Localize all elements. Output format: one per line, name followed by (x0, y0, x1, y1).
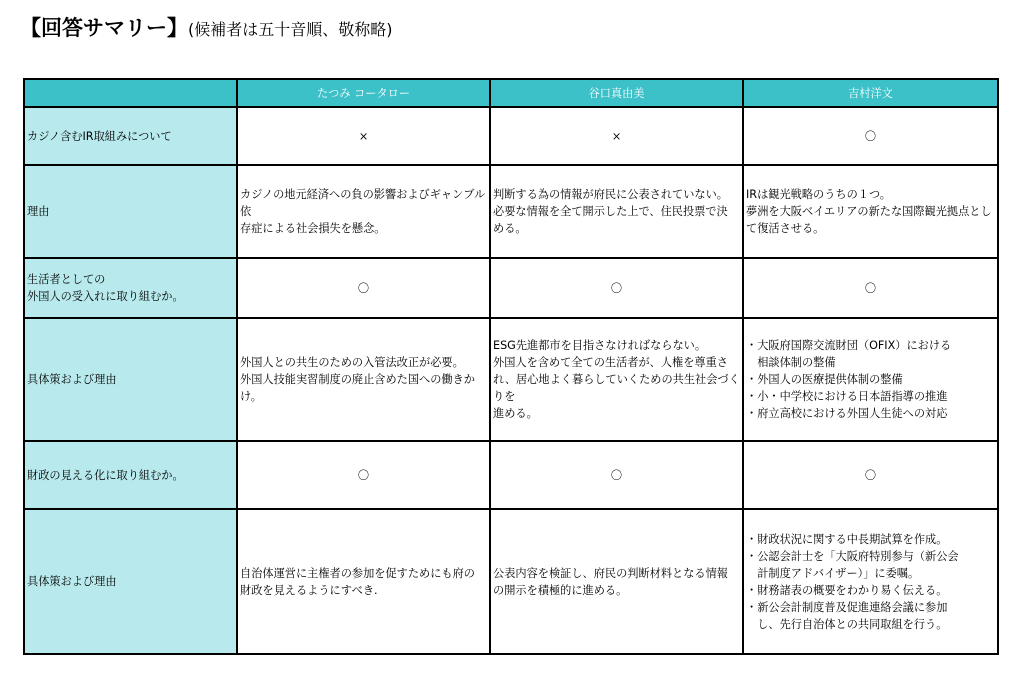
answer-line: 判断する為の情報が府民に公表されていない。 (493, 188, 728, 201)
answer-line: める。 (493, 222, 527, 235)
answer-mark: × (490, 107, 743, 165)
answer-line: け。 (240, 390, 262, 403)
row-label-line: 外国人の受入れに取り組むか。 (27, 290, 184, 303)
answer-line: ・大阪府国際交流財団（OFIX）における (746, 339, 952, 352)
answer-line: ・新公会計制度普及促進連絡会議に参加 (746, 600, 948, 614)
table-row (24, 441, 998, 509)
answer-text (237, 509, 490, 654)
answer-line: カジノの地元経済への負の影響およびギャンブル依 (240, 188, 486, 218)
answer-line: 夢洲を大阪ベイエリアの新たな国際観光拠点とし (746, 205, 992, 218)
table-row (24, 509, 998, 654)
answer-line: ・財務諸表の概要をわかり易く伝える。 (746, 583, 948, 597)
answer-line: の開示を積極的に進める。 (493, 583, 628, 597)
answer-line: ・財政状況に関する中長期試算を作成。 (746, 532, 948, 546)
answer-text (237, 318, 490, 441)
candidate-header: 吉村洋文 (743, 79, 998, 107)
answer-line: 外国人技能実習制度の廃止含めた国への働きか (240, 373, 475, 386)
table-row (24, 165, 998, 258)
table-row (24, 107, 998, 165)
answer-line: 必要な情報を全て開示した上で、住民投票で決 (493, 205, 728, 218)
answer-line: ・外国人の医療提供体制の整備 (746, 373, 903, 386)
answer-line: 自治体運営に主権者の参加を促すためにも府の (240, 566, 475, 580)
answer-text (490, 165, 743, 258)
row-label (24, 441, 237, 509)
answer-text (490, 318, 743, 441)
row-label-line: 具体策および理由 (27, 575, 117, 588)
row-label (24, 165, 237, 258)
row-label (24, 509, 237, 654)
answer-line: 存症による社会損失を懸念。 (240, 222, 386, 235)
page-title-main: 【回答サマリー】 (20, 16, 188, 40)
answer-line: 計制度アドバイザー）」に委嘱。 (746, 566, 920, 580)
answer-line: 外国人を含めて全ての生活者が、人権を尊重さ (493, 356, 728, 369)
answer-line: IRは観光戦略のうちの１つ。 (746, 188, 891, 201)
row-label (24, 258, 237, 318)
page-title (20, 12, 393, 42)
header-corner-cell (24, 79, 237, 107)
row-label (24, 318, 237, 441)
answer-text (237, 165, 490, 258)
answer-text (743, 509, 998, 654)
answer-line: 公表内容を検証し、府民の判断材料となる情報 (493, 566, 728, 580)
page-title-note: (候補者は五十音順、敬称略) (188, 20, 393, 39)
answer-mark: 〇 (490, 258, 743, 318)
row-label-line: 生活者としての (27, 273, 106, 286)
header-row (24, 79, 998, 107)
answer-mark: 〇 (743, 441, 998, 509)
table-row (24, 258, 998, 318)
row-label (24, 107, 237, 165)
answer-mark: 〇 (237, 441, 490, 509)
answer-line: ESG先進都市を目指さなければならない。 (493, 339, 707, 352)
answer-line: ・府立高校における外国人生徒への対応 (746, 407, 948, 420)
answer-line: 外国人との共生のための入管法改正が必要。 (240, 356, 464, 369)
answer-line: 相談体制の整備 (746, 356, 836, 369)
row-label-line: 理由 (27, 205, 50, 218)
answer-line: て復活させる。 (746, 222, 825, 235)
row-label-line: カジノ含むIR取組みについて (27, 129, 172, 143)
answer-line: ・小・中学校における日本語指導の推進 (746, 390, 948, 403)
candidate-header: たつみ コータロー (237, 79, 490, 107)
table-row (24, 318, 998, 441)
answer-mark: 〇 (490, 441, 743, 509)
answer-mark: 〇 (743, 107, 998, 165)
answer-line: れ、居心地よく暮らしていくための共生社会づくりを (493, 373, 740, 403)
answer-line: ・公認会計士を「大阪府特別参与（新公会 (746, 549, 959, 563)
summary-table (23, 78, 999, 655)
answer-text (490, 509, 743, 654)
candidate-header: 谷口真由美 (490, 79, 743, 107)
answer-line: 財政を見えるようにすべき. (240, 583, 378, 597)
answer-text (743, 165, 998, 258)
row-label-line: 具体策および理由 (27, 373, 117, 386)
row-label-line: 財政の見える化に取り組むか。 (27, 468, 184, 482)
answer-text (743, 318, 998, 441)
answer-line: 進める。 (493, 407, 538, 420)
answer-mark: 〇 (743, 258, 998, 318)
answer-mark: 〇 (237, 258, 490, 318)
answer-line: し、先行自治体との共同取組を行う。 (746, 617, 948, 631)
answer-mark: × (237, 107, 490, 165)
